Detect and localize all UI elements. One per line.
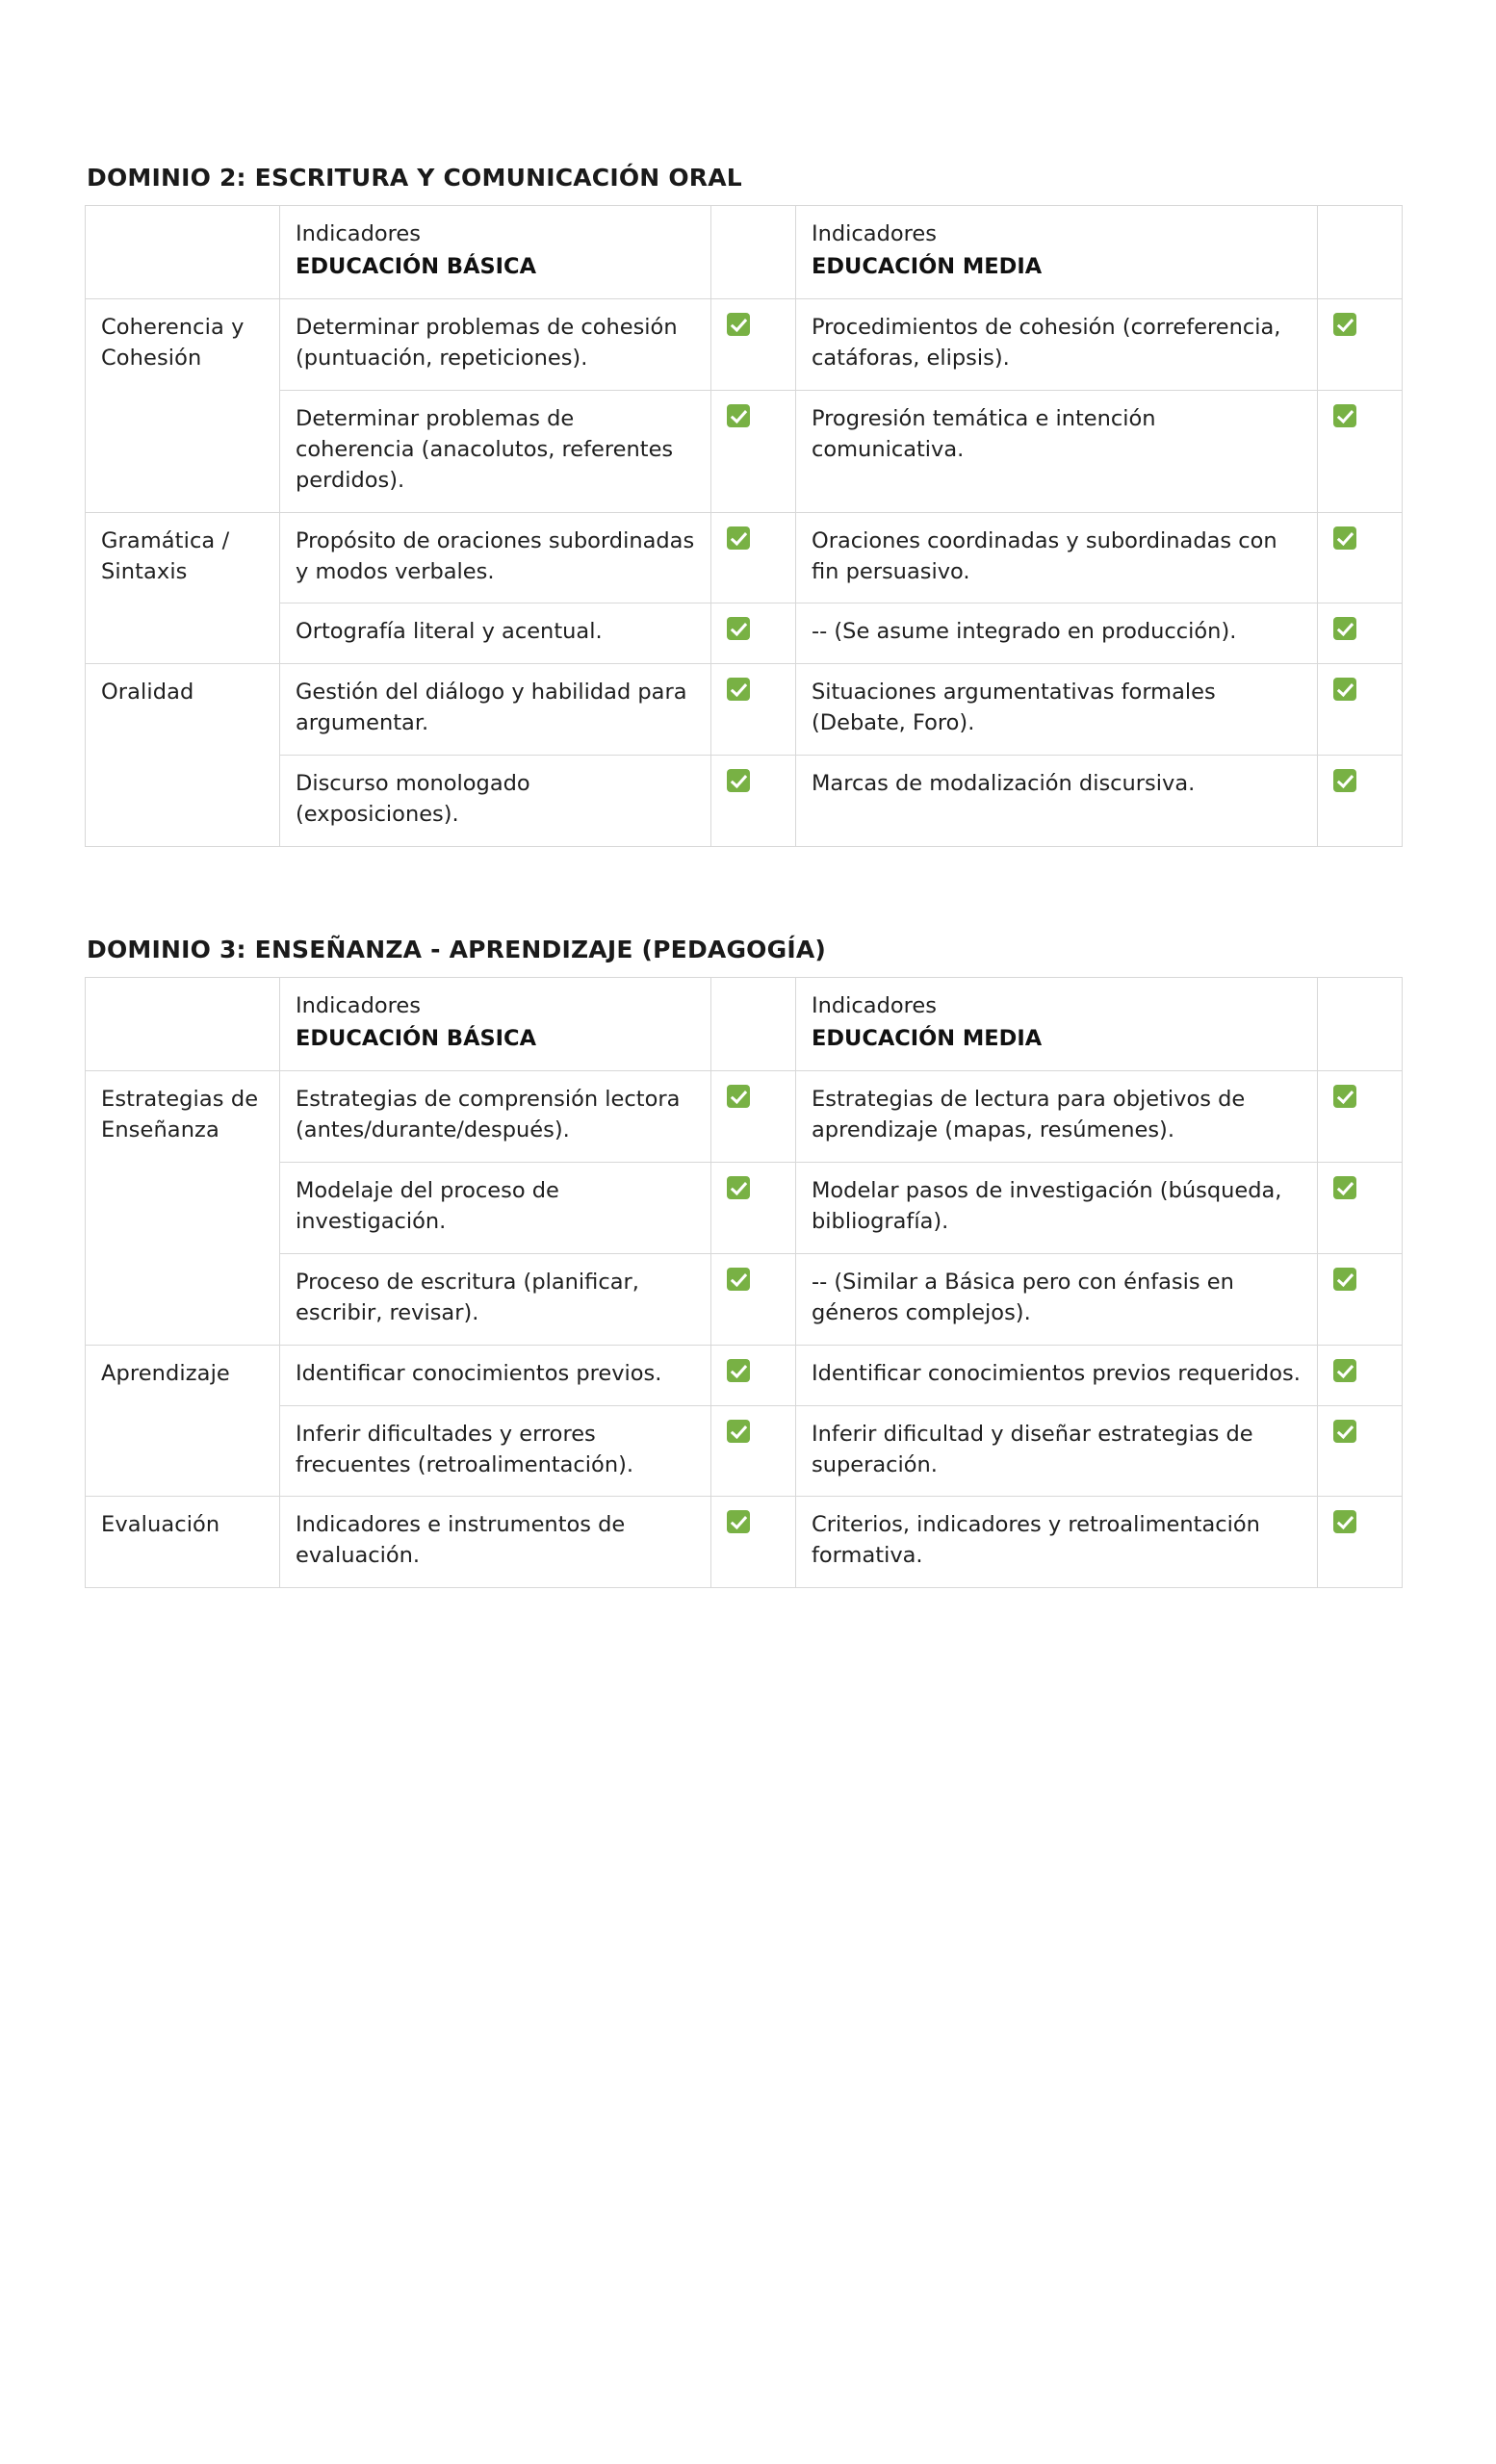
cell-media: Inferir dificultad y diseñar estrategias de superación. xyxy=(796,1405,1318,1497)
cell-check-media xyxy=(1318,756,1403,847)
check-icon xyxy=(727,1085,750,1108)
cell-check-basica xyxy=(711,1253,796,1345)
cell-media: Situaciones argumentativas formales (Debate, Foro). xyxy=(796,664,1318,756)
cell-basica: Inferir dificultades y errores frecuentes (retroalimentación). xyxy=(280,1405,711,1497)
check-icon xyxy=(1333,1420,1356,1443)
cell-media: Modelar pasos de investigación (búsqueda, bibliografía). xyxy=(796,1162,1318,1253)
cell-basica: Discurso monologado (exposiciones). xyxy=(280,756,711,847)
table-row xyxy=(86,1497,1403,1588)
header-check-basica xyxy=(711,978,796,1071)
check-icon xyxy=(1333,769,1356,792)
check-icon xyxy=(1333,404,1356,427)
cell-check-media xyxy=(1318,1497,1403,1588)
cell-basica: Modelaje del proceso de investigación. xyxy=(280,1162,711,1253)
header-basica xyxy=(280,978,711,1071)
cell-check-basica xyxy=(711,1071,796,1163)
cell-check-media xyxy=(1318,1405,1403,1497)
header-media xyxy=(796,978,1318,1071)
cell-check-basica xyxy=(711,298,796,390)
table-row xyxy=(86,756,1403,847)
row-category: Evaluación xyxy=(86,1497,280,1588)
cell-check-basica xyxy=(711,1497,796,1588)
header-media-line2: EDUCACIÓN MEDIA xyxy=(812,253,1043,279)
header-check-media xyxy=(1318,978,1403,1071)
table-row xyxy=(86,1162,1403,1253)
header-category xyxy=(86,978,280,1071)
header-media-line1: Indicadores xyxy=(812,221,937,246)
check-icon xyxy=(727,1176,750,1199)
check-icon xyxy=(1333,1176,1356,1199)
header-media xyxy=(796,206,1318,299)
section-dominio-3 xyxy=(85,936,1405,1588)
cell-media: Criterios, indicadores y retroalimentación formativa. xyxy=(796,1497,1318,1588)
cell-check-media xyxy=(1318,1162,1403,1253)
row-category: Gramática / Sintaxis xyxy=(86,512,280,664)
section-dominio-2 xyxy=(85,164,1405,847)
cell-check-media xyxy=(1318,1253,1403,1345)
row-category: Oralidad xyxy=(86,664,280,847)
cell-check-basica xyxy=(711,603,796,664)
check-icon xyxy=(1333,1510,1356,1533)
header-media-line2: EDUCACIÓN MEDIA xyxy=(812,1026,1043,1052)
header-basica xyxy=(280,206,711,299)
cell-check-basica xyxy=(711,390,796,512)
check-icon xyxy=(727,1359,750,1382)
cell-basica: Gestión del diálogo y habilidad para argumentar. xyxy=(280,664,711,756)
table-row xyxy=(86,512,1403,603)
check-icon xyxy=(727,617,750,640)
cell-basica: Determinar problemas de cohesión (puntuación, repeticiones). xyxy=(280,298,711,390)
check-icon xyxy=(727,526,750,550)
header-check-media xyxy=(1318,206,1403,299)
header-basica-line1: Indicadores xyxy=(296,993,421,1019)
header-basica-line2: EDUCACIÓN BÁSICA xyxy=(296,1026,536,1052)
check-icon xyxy=(727,769,750,792)
cell-check-media xyxy=(1318,298,1403,390)
cell-basica: Ortografía literal y acentual. xyxy=(280,603,711,664)
header-basica-line1: Indicadores xyxy=(296,221,421,246)
check-icon xyxy=(1333,1359,1356,1382)
cell-check-basica xyxy=(711,1162,796,1253)
cell-media: -- (Similar a Básica pero con énfasis en géneros complejos). xyxy=(796,1253,1318,1345)
cell-check-media xyxy=(1318,603,1403,664)
check-icon xyxy=(727,1268,750,1291)
cell-check-media xyxy=(1318,390,1403,512)
row-category: Estrategias de Enseñanza xyxy=(86,1071,280,1346)
check-icon xyxy=(727,313,750,336)
table-row xyxy=(86,603,1403,664)
header-basica-line2: EDUCACIÓN BÁSICA xyxy=(296,253,536,279)
check-icon xyxy=(1333,526,1356,550)
cell-basica: Indicadores e instrumentos de evaluación. xyxy=(280,1497,711,1588)
cell-media: Marcas de modalización discursiva. xyxy=(796,756,1318,847)
cell-check-basica xyxy=(711,1405,796,1497)
table-row xyxy=(86,664,1403,756)
table-row xyxy=(86,298,1403,390)
cell-check-basica xyxy=(711,1345,796,1405)
table-row xyxy=(86,390,1403,512)
row-category: Coherencia y Cohesión xyxy=(86,298,280,512)
check-icon xyxy=(1333,1085,1356,1108)
header-category xyxy=(86,206,280,299)
cell-check-basica xyxy=(711,756,796,847)
table-header-row xyxy=(86,206,1403,299)
header-check-basica xyxy=(711,206,796,299)
check-icon xyxy=(727,1420,750,1443)
cell-media: -- (Se asume integrado en producción). xyxy=(796,603,1318,664)
page-title-dominio-2: DOMINIO 2: ESCRITURA Y COMUNICACIÓN ORAL xyxy=(87,164,742,192)
header-media-line1: Indicadores xyxy=(812,993,937,1019)
check-icon xyxy=(1333,1268,1356,1291)
cell-check-basica xyxy=(711,512,796,603)
cell-media: Estrategias de lectura para objetivos de aprendizaje (mapas, resúmenes). xyxy=(796,1071,1318,1163)
cell-media: Identificar conocimientos previos requeridos. xyxy=(796,1345,1318,1405)
cell-check-media xyxy=(1318,512,1403,603)
table-row xyxy=(86,1405,1403,1497)
table-row xyxy=(86,1345,1403,1405)
cell-check-media xyxy=(1318,1345,1403,1405)
cell-check-basica xyxy=(711,664,796,756)
cell-check-media xyxy=(1318,664,1403,756)
check-icon xyxy=(1333,313,1356,336)
page-title-dominio-3: DOMINIO 3: ENSEÑANZA - APRENDIZAJE (PEDAGOGÍA) xyxy=(87,936,827,964)
table-dominio-3 xyxy=(85,977,1403,1588)
cell-media: Procedimientos de cohesión (correferencia, catáforas, elipsis). xyxy=(796,298,1318,390)
table-row xyxy=(86,1253,1403,1345)
table-header-row xyxy=(86,978,1403,1071)
cell-basica: Estrategias de comprensión lectora (antes/durante/después). xyxy=(280,1071,711,1163)
check-icon xyxy=(727,678,750,701)
cell-basica: Propósito de oraciones subordinadas y modos verbales. xyxy=(280,512,711,603)
cell-basica: Identificar conocimientos previos. xyxy=(280,1345,711,1405)
cell-media: Progresión temática e intención comunicativa. xyxy=(796,390,1318,512)
cell-basica: Proceso de escritura (planificar, escribir, revisar). xyxy=(280,1253,711,1345)
check-icon xyxy=(1333,678,1356,701)
cell-basica: Determinar problemas de coherencia (anacolutos, referentes perdidos). xyxy=(280,390,711,512)
cell-check-media xyxy=(1318,1071,1403,1163)
check-icon xyxy=(1333,617,1356,640)
check-icon xyxy=(727,1510,750,1533)
cell-media: Oraciones coordinadas y subordinadas con fin persuasivo. xyxy=(796,512,1318,603)
table-row xyxy=(86,1071,1403,1163)
row-category: Aprendizaje xyxy=(86,1345,280,1497)
section-spacer xyxy=(85,847,1405,936)
table-dominio-2 xyxy=(85,205,1403,847)
check-icon xyxy=(727,404,750,427)
